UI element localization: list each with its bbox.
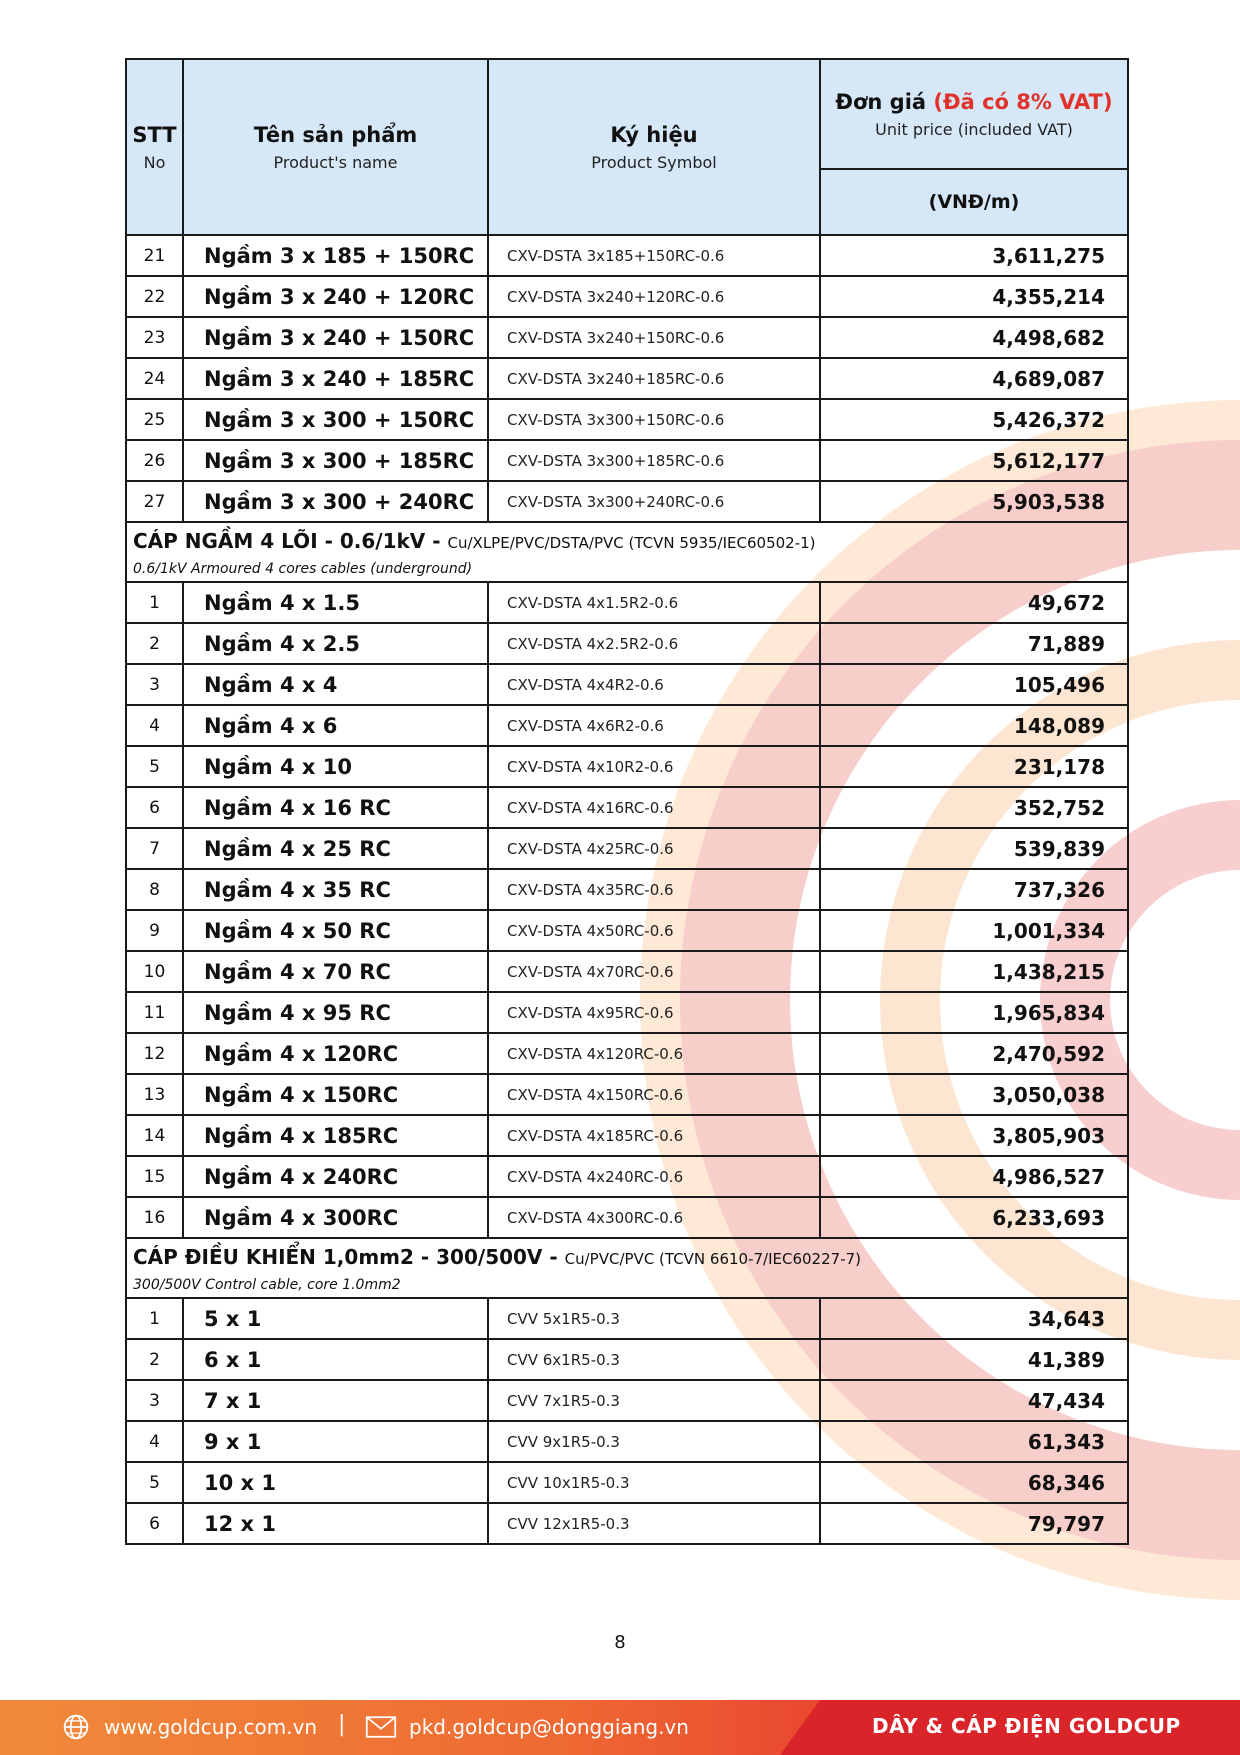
table-row [126,828,1128,869]
unit-price: 41,389 [820,1339,1128,1380]
row-number: 9 [126,910,183,951]
product-symbol: CXV-DSTA 4x10R2-0.6 [488,746,820,787]
section-spec: Cu/XLPE/PVC/DSTA/PVC (TCVN 5935/IEC60502-1) [447,534,816,552]
unit-price: 49,672 [820,582,1128,623]
product-symbol: CVV 9x1R5-0.3 [488,1421,820,1462]
table-row [126,1503,1128,1544]
product-symbol: CXV-DSTA 3x300+150RC-0.6 [488,399,820,440]
product-name: Ngầm 3 x 300 + 150RC [183,399,488,440]
unit-price: 6,233,693 [820,1197,1128,1238]
product-symbol: CXV-DSTA 3x240+120RC-0.6 [488,276,820,317]
section-title-en: 0.6/1kV Armoured 4 cores cables (underground) [133,561,473,577]
product-name: Ngầm 3 x 185 + 150RC [183,235,488,276]
product-symbol: CXV-DSTA 4x35RC-0.6 [488,869,820,910]
row-number: 6 [126,787,183,828]
product-name: Ngầm 4 x 1.5 [183,582,488,623]
row-number: 6 [126,1503,183,1544]
product-symbol: CXV-DSTA 4x120RC-0.6 [488,1033,820,1074]
product-name: Ngầm 4 x 70 RC [183,951,488,992]
product-name: 10 x 1 [183,1462,488,1503]
table-row [126,623,1128,664]
product-name: Ngầm 4 x 25 RC [183,828,488,869]
unit-price: 4,355,214 [820,276,1128,317]
row-number: 21 [126,235,183,276]
row-number: 10 [126,951,183,992]
table-row [126,1339,1128,1380]
unit-price: 3,805,903 [820,1115,1128,1156]
product-symbol: CXV-DSTA 3x185+150RC-0.6 [488,235,820,276]
product-name: Ngầm 4 x 6 [183,705,488,746]
table-row [126,440,1128,481]
header-stt-en: No [143,152,166,172]
table-row [126,992,1128,1033]
product-name: Ngầm 4 x 2.5 [183,623,488,664]
table-row [126,910,1128,951]
product-symbol: CXV-DSTA 4x95RC-0.6 [488,992,820,1033]
product-name: Ngầm 4 x 300RC [183,1197,488,1238]
product-name: Ngầm 4 x 4 [183,664,488,705]
footer-email-text: pkd.goldcup@donggiang.vn [409,1715,689,1739]
table-row [126,1074,1128,1115]
unit-price: 2,470,592 [820,1033,1128,1074]
row-number: 25 [126,399,183,440]
product-symbol: CVV 6x1R5-0.3 [488,1339,820,1380]
row-number: 26 [126,440,183,481]
table-row [126,1115,1128,1156]
row-number: 5 [126,746,183,787]
product-symbol: CVV 12x1R5-0.3 [488,1503,820,1544]
unit-price: 61,343 [820,1421,1128,1462]
table-row [126,582,1128,623]
unit-price: 3,050,038 [820,1074,1128,1115]
product-symbol: CXV-DSTA 4x50RC-0.6 [488,910,820,951]
mail-icon [365,1713,397,1741]
row-number: 3 [126,1380,183,1421]
header-symbol-vi: Ký hiệu [610,122,698,147]
product-name: Ngầm 4 x 35 RC [183,869,488,910]
section-header [126,522,1128,582]
unit-price: 352,752 [820,787,1128,828]
product-name: Ngầm 4 x 95 RC [183,992,488,1033]
product-name: Ngầm 4 x 120RC [183,1033,488,1074]
product-symbol: CXV-DSTA 4x240RC-0.6 [488,1156,820,1197]
unit-price: 1,001,334 [820,910,1128,951]
row-number: 24 [126,358,183,399]
product-symbol: CXV-DSTA 4x185RC-0.6 [488,1115,820,1156]
product-name: Ngầm 4 x 16 RC [183,787,488,828]
section-header [126,1238,1128,1298]
product-symbol: CXV-DSTA 3x240+150RC-0.6 [488,317,820,358]
table-row [126,481,1128,522]
header-vat-note: (Đã có 8% VAT) [933,89,1113,114]
table-row [126,951,1128,992]
page-number: 8 [614,1632,626,1653]
row-number: 8 [126,869,183,910]
product-name: Ngầm 3 x 240 + 185RC [183,358,488,399]
product-name: Ngầm 4 x 10 [183,746,488,787]
product-symbol: CXV-DSTA 4x25RC-0.6 [488,828,820,869]
table-row [126,1380,1128,1421]
product-symbol: CXV-DSTA 4x6R2-0.6 [488,705,820,746]
row-number: 7 [126,828,183,869]
product-symbol: CXV-DSTA 3x300+240RC-0.6 [488,481,820,522]
header-name [183,59,488,235]
row-number: 16 [126,1197,183,1238]
row-number: 2 [126,1339,183,1380]
product-name: Ngầm 4 x 50 RC [183,910,488,951]
product-name: Ngầm 3 x 300 + 185RC [183,440,488,481]
product-symbol: CXV-DSTA 4x150RC-0.6 [488,1074,820,1115]
product-name: 5 x 1 [183,1298,488,1339]
table-row [126,276,1128,317]
product-symbol: CXV-DSTA 4x300RC-0.6 [488,1197,820,1238]
unit-price: 71,889 [820,623,1128,664]
row-number: 2 [126,623,183,664]
table-row [126,399,1128,440]
unit-price: 3,611,275 [820,235,1128,276]
section-title-en: 300/500V Control cable, core 1.0mm2 [133,1277,401,1293]
header-price-en: Unit price (included VAT) [875,119,1073,139]
table-row [126,1421,1128,1462]
header-price-vi: Đơn giá [835,89,927,114]
row-number: 22 [126,276,183,317]
product-name: 7 x 1 [183,1380,488,1421]
row-number: 23 [126,317,183,358]
section-title: CÁP NGẦM 4 LÕI - 0.6/1kV - [133,529,448,553]
product-symbol: CVV 5x1R5-0.3 [488,1298,820,1339]
table-row [126,787,1128,828]
row-number: 1 [126,1298,183,1339]
globe-icon [60,1713,92,1741]
row-number: 12 [126,1033,183,1074]
footer-brand-prefix: DÂY & CÁP ĐIỆN [872,1714,1069,1738]
row-number: 14 [126,1115,183,1156]
row-number: 4 [126,1421,183,1462]
product-symbol: CXV-DSTA 3x300+185RC-0.6 [488,440,820,481]
unit-price: 148,089 [820,705,1128,746]
unit-price: 4,689,087 [820,358,1128,399]
section-header-cell [126,1238,1128,1298]
table-row [126,1197,1128,1238]
unit-price: 34,643 [820,1298,1128,1339]
table-row [126,869,1128,910]
table-row [126,317,1128,358]
unit-price: 737,326 [820,869,1128,910]
footer-website-text: www.goldcup.com.vn [104,1715,318,1739]
row-number: 5 [126,1462,183,1503]
row-number: 15 [126,1156,183,1197]
table-body [126,235,1128,1544]
header-stt [126,59,183,235]
table-row [126,1298,1128,1339]
product-name: 6 x 1 [183,1339,488,1380]
product-symbol: CXV-DSTA 4x16RC-0.6 [488,787,820,828]
header-price [820,59,1128,169]
footer-brand-name: GOLDCUP [1068,1714,1181,1738]
header-symbol-en: Product Symbol [591,152,717,172]
table-row [126,705,1128,746]
footer-brand [872,1714,1181,1738]
footer-website[interactable] [60,1713,317,1741]
footer-bar [0,1700,1240,1755]
unit-price: 4,986,527 [820,1156,1128,1197]
unit-price: 47,434 [820,1380,1128,1421]
row-number: 3 [126,664,183,705]
unit-price: 539,839 [820,828,1128,869]
table-row [126,1462,1128,1503]
table-row [126,358,1128,399]
header-price-unit: (VNĐ/m) [820,169,1128,235]
footer-separator: | [338,1712,346,1737]
unit-price: 231,178 [820,746,1128,787]
header-name-vi: Tên sản phẩm [253,122,418,147]
product-name: 9 x 1 [183,1421,488,1462]
unit-price: 5,903,538 [820,481,1128,522]
product-name: 12 x 1 [183,1503,488,1544]
row-number: 27 [126,481,183,522]
table-row [126,1033,1128,1074]
section-spec: Cu/PVC/PVC (TCVN 6610-7/IEC60227-7) [564,1250,862,1268]
section-header-cell [126,522,1128,582]
product-symbol: CXV-DSTA 3x240+185RC-0.6 [488,358,820,399]
table-row [126,1156,1128,1197]
product-name: Ngầm 4 x 240RC [183,1156,488,1197]
product-symbol: CXV-DSTA 4x70RC-0.6 [488,951,820,992]
product-symbol: CXV-DSTA 4x2.5R2-0.6 [488,623,820,664]
price-list [125,58,1130,1545]
unit-price: 79,797 [820,1503,1128,1544]
product-name: Ngầm 3 x 240 + 150RC [183,317,488,358]
row-number: 11 [126,992,183,1033]
product-symbol: CXV-DSTA 4x4R2-0.6 [488,664,820,705]
table-row [126,746,1128,787]
unit-price: 1,965,834 [820,992,1128,1033]
section-title: CÁP ĐIỀU KHIỂN 1,0mm2 - 300/500V - [133,1245,565,1269]
unit-price: 5,612,177 [820,440,1128,481]
product-name: Ngầm 4 x 185RC [183,1115,488,1156]
product-symbol: CXV-DSTA 4x1.5R2-0.6 [488,582,820,623]
product-name: Ngầm 4 x 150RC [183,1074,488,1115]
header-stt-vi: STT [132,122,177,147]
unit-price: 4,498,682 [820,317,1128,358]
row-number: 1 [126,582,183,623]
unit-price: 5,426,372 [820,399,1128,440]
header-name-en: Product's name [273,152,398,172]
product-name: Ngầm 3 x 240 + 120RC [183,276,488,317]
price-table [125,58,1129,1545]
product-name: Ngầm 3 x 300 + 240RC [183,481,488,522]
product-symbol: CVV 10x1R5-0.3 [488,1462,820,1503]
header-symbol [488,59,820,235]
unit-price: 105,496 [820,664,1128,705]
footer-email[interactable] [365,1713,689,1741]
table-row [126,664,1128,705]
table-row [126,235,1128,276]
row-number: 4 [126,705,183,746]
unit-price: 68,346 [820,1462,1128,1503]
unit-price: 1,438,215 [820,951,1128,992]
row-number: 13 [126,1074,183,1115]
product-symbol: CVV 7x1R5-0.3 [488,1380,820,1421]
